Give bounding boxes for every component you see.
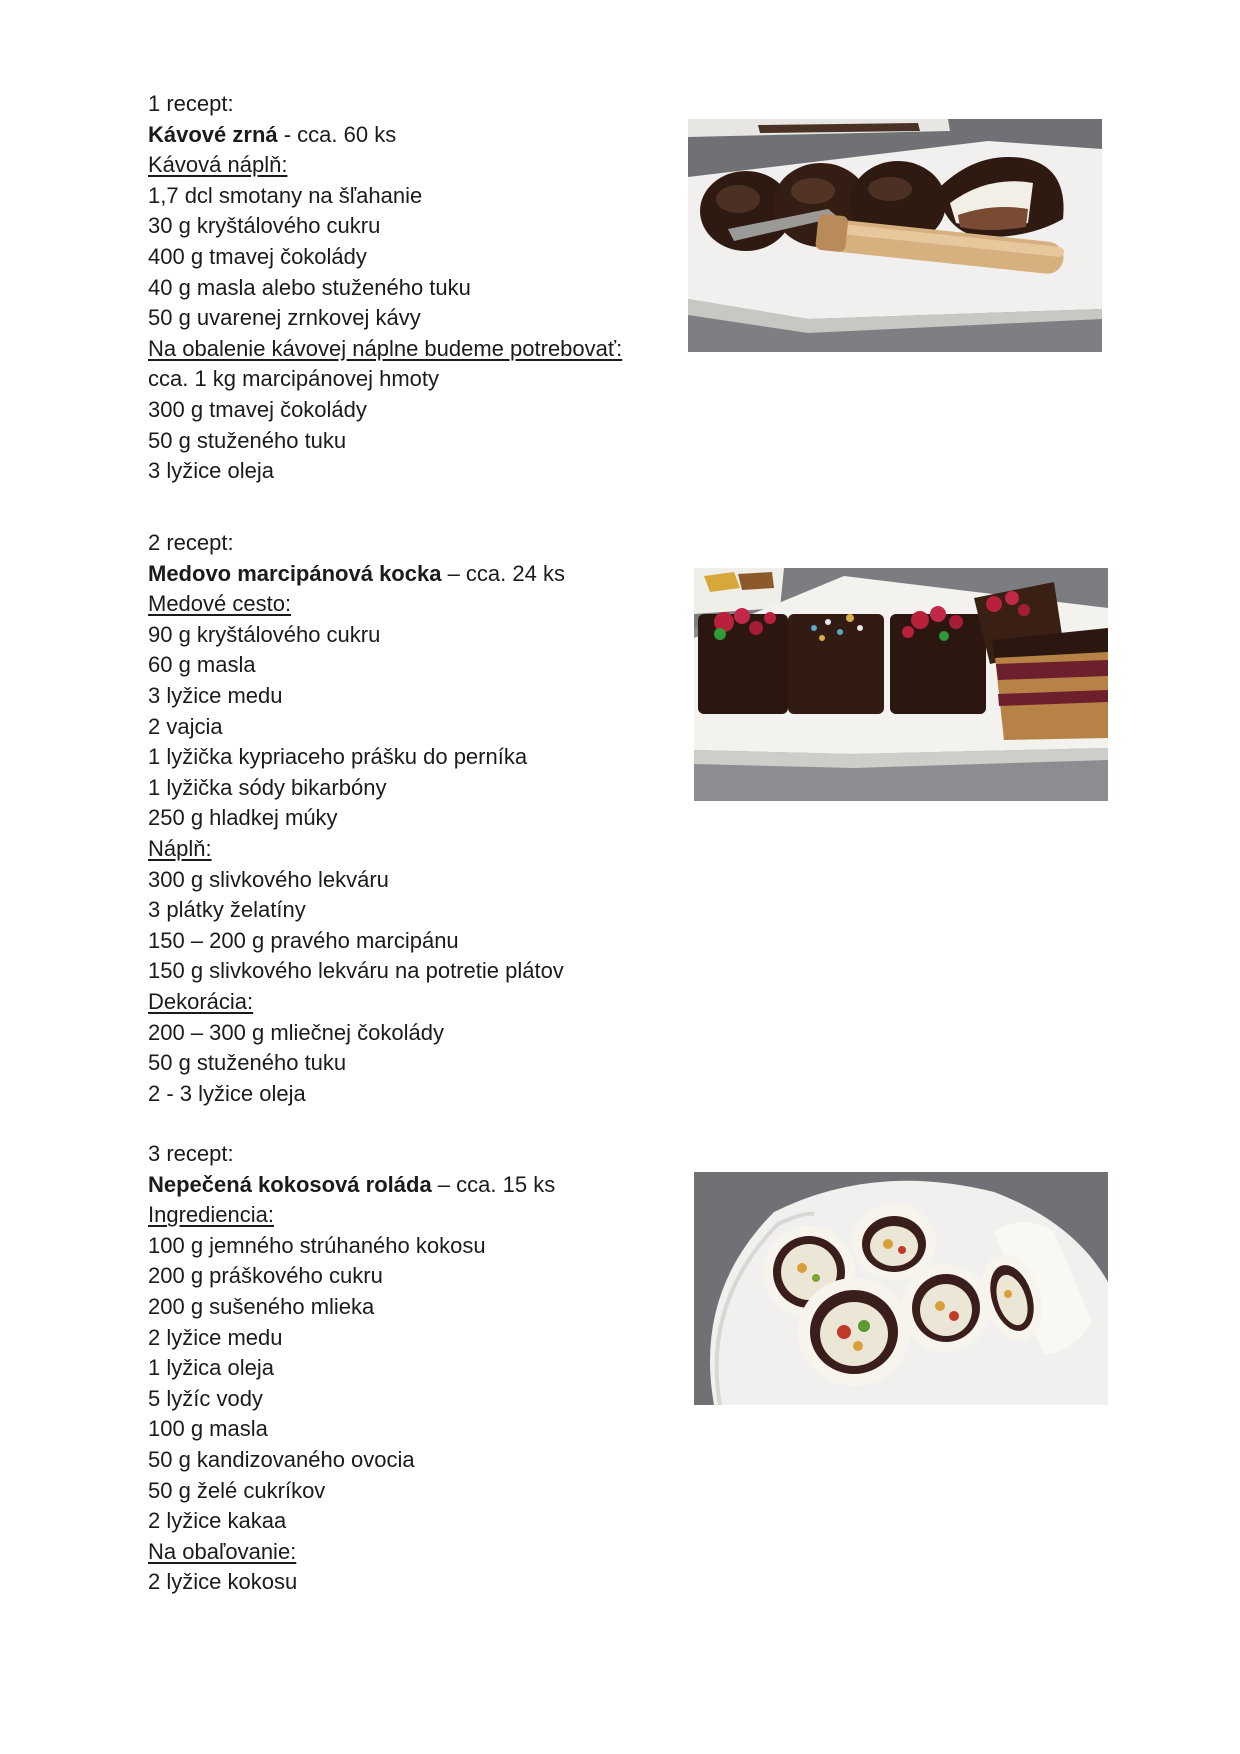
ingredient-line: 2 lyžice medu [148, 1324, 283, 1350]
ingredient-line: 40 g masla alebo stuženého tuku [148, 274, 471, 300]
recipe-heading: 1 recept: [148, 91, 234, 116]
recipe-heading: 3 recept: [148, 1141, 234, 1166]
ingredient-line: 400 g tmavej čokolády [148, 243, 367, 269]
recipe-yield: – cca. 24 ks [441, 560, 565, 586]
ingredient-line: 50 g kandizovaného ovocia [148, 1446, 415, 1472]
recipe-name: Nepečená kokosová roláda [148, 1171, 432, 1197]
recipe-title [148, 120, 668, 151]
recipe-title [148, 559, 668, 590]
ingredient-line: 200 g práškového cukru [148, 1263, 383, 1289]
ingredient-line: 30 g kryštálového cukru [148, 213, 381, 239]
recipe-heading: 2 recept: [148, 530, 234, 555]
ingredient-line: 50 g želé cukríkov [148, 1477, 326, 1503]
ingredient-line: 50 g uvarenej zrnkovej kávy [148, 305, 421, 331]
ingredient-line: 90 g kryštálového cukru [148, 621, 381, 647]
ingredient-line: 60 g masla [148, 652, 256, 678]
ingredient-line: 200 – 300 g mliečnej čokolády [148, 1019, 444, 1045]
ingredient-list [148, 1200, 668, 1598]
ingredient-line: 100 g jemného strúhaného kokosu [148, 1232, 486, 1258]
section-heading: Ingrediencia: [148, 1202, 274, 1228]
ingredient-line: 5 lyžíc vody [148, 1385, 263, 1411]
ingredient-line: 250 g hladkej múky [148, 805, 338, 831]
recipe-1-photo [688, 119, 1102, 352]
ingredient-line: 100 g masla [148, 1416, 268, 1442]
recipe-yield: – cca. 15 ks [431, 1171, 556, 1197]
recipe-yield: - cca. 60 ks [277, 121, 397, 147]
ingredient-line: 1 lyžica oleja [148, 1355, 274, 1381]
recipe-name: Medovo marcipánová kocka [148, 560, 442, 586]
ingredient-line: 150 – 200 g pravého marcipánu [148, 927, 459, 953]
ingredient-line: 2 vajcia [148, 713, 223, 739]
recipe-name: Kávové zrná [148, 121, 278, 147]
ingredient-list [148, 150, 668, 487]
ingredient-line: 50 g stuženého tuku [148, 427, 347, 453]
ingredient-line: 2 - 3 lyžice oleja [148, 1080, 306, 1106]
section-heading: Medové cesto: [148, 591, 292, 617]
ingredient-line: 1 lyžička sódy bikarbóny [148, 774, 387, 800]
section-heading: Kávová náplň: [148, 152, 288, 178]
section-heading: Náplň: [148, 835, 212, 861]
recipe-3 [148, 1139, 668, 1598]
section-heading: Na obalenie kávovej náplne budeme potrebovať: [148, 335, 623, 361]
ingredient-line: 2 lyžice kokosu [148, 1569, 298, 1595]
ingredient-line: 1 lyžička kypriaceho prášku do perníka [148, 744, 528, 770]
ingredient-list [148, 589, 668, 1109]
ingredient-line: 150 g slivkového lekváru na potretie plátov [148, 958, 564, 984]
ingredient-line: 300 g tmavej čokolády [148, 396, 367, 422]
ingredient-line: cca. 1 kg marcipánovej hmoty [148, 366, 440, 392]
ingredient-line: 300 g slivkového lekváru [148, 866, 389, 892]
ingredient-line: 200 g sušeného mlieka [148, 1293, 375, 1319]
section-heading: Dekorácia: [148, 988, 254, 1014]
section-heading: Na obaľovanie: [148, 1538, 297, 1564]
recipe-3-photo [694, 1172, 1108, 1405]
recipe-title [148, 1170, 668, 1201]
ingredient-line: 2 lyžice kakaa [148, 1508, 287, 1534]
recipe-2-photo [694, 568, 1108, 801]
recipe-1 [148, 89, 668, 487]
ingredient-line: 1,7 dcl smotany na šľahanie [148, 182, 423, 208]
ingredient-line: 3 lyžice medu [148, 682, 283, 708]
ingredient-line: 50 g stuženého tuku [148, 1050, 347, 1076]
ingredient-line: 3 plátky želatíny [148, 897, 306, 923]
recipe-2 [148, 528, 668, 1109]
ingredient-line: 3 lyžice oleja [148, 458, 274, 484]
